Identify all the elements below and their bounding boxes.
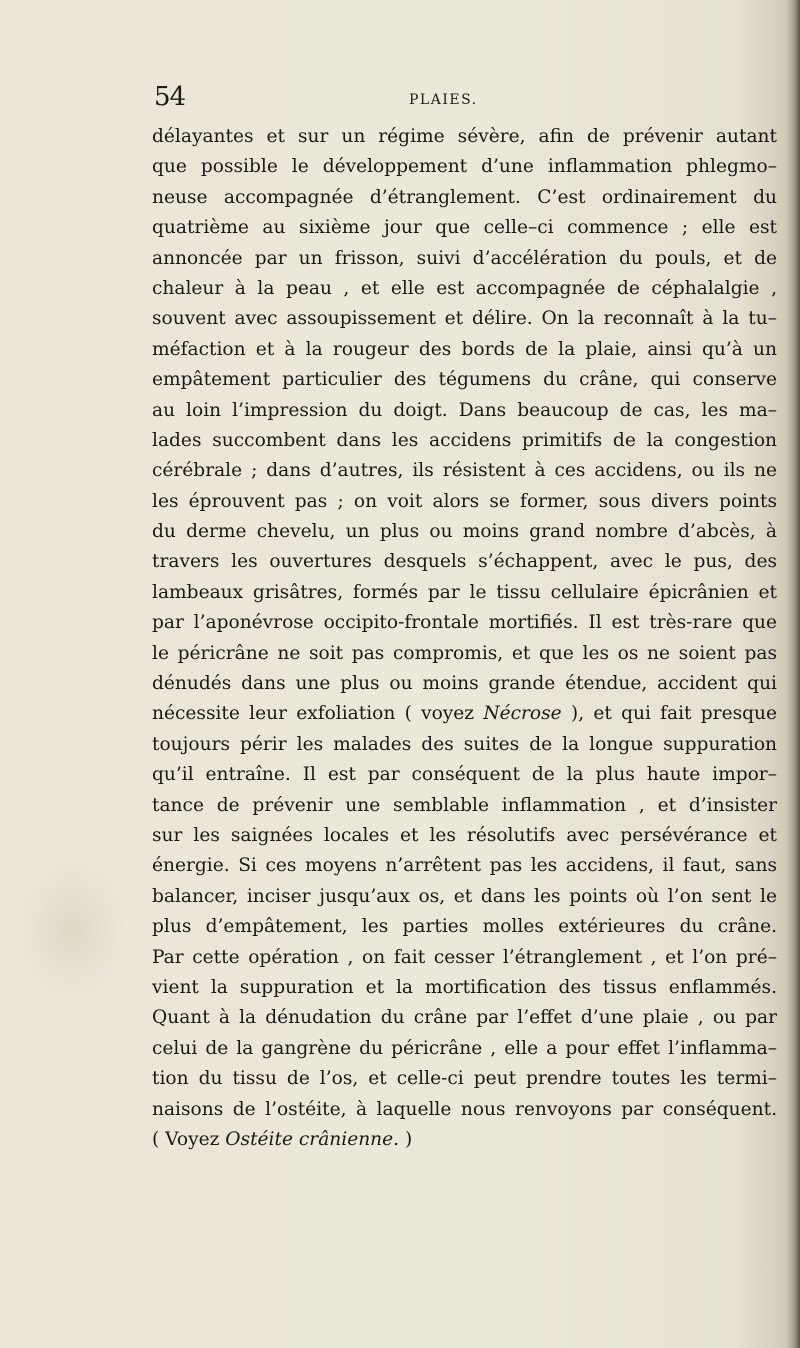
paper-stain (18, 860, 128, 1000)
text-line: Par cette opération , on fait cesser l’étranglement , et l’on pré– (152, 946, 777, 968)
text-line: que possible le développement d’une inflammation phlegmo– (152, 156, 777, 178)
text-line: chaleur à la peau , et elle est accompagnée de céphalalgie , (152, 277, 777, 299)
text-line: lades succombent dans les accidens primitifs de la congestion (152, 429, 777, 451)
text-line: dénudés dans une plus ou moins grande étendue, accident qui (152, 673, 777, 695)
text-line: neuse accompagnée d’étranglement. C’est ordinairement du (152, 186, 777, 208)
text-line: lambeaux grisâtres, formés par le tissu cellulaire épicrânien et (152, 581, 777, 603)
text-line: vient la suppuration et la mortification des tissus enflammés. (152, 976, 777, 998)
text-line: plus d’empâtement, les parties molles extérieures du crâne. (152, 916, 777, 938)
text-line: sur les saignées locales et les résolutifs avec persévérance et (152, 824, 777, 846)
text-line: celui de la gangrène du péricrâne , elle a pour effet l’inflamma– (152, 1037, 777, 1059)
running-head: PLAIES. (409, 92, 478, 108)
text-line: du derme chevelu, un plus ou moins grand nombre d’abcès, à (152, 521, 777, 543)
text-line: Quant à la dénudation du crâne par l’effet d’une plaie , ou par (152, 1007, 777, 1029)
text-line: délayantes et sur un régime sévère, afin de prévenir autant (152, 126, 777, 147)
text-line: qu’il entraîne. Il est par conséquent de la plus haute impor– (152, 764, 777, 786)
text-line: énergie. Si ces moyens n’arrêtent pas les accidens, il faut, sans (152, 855, 777, 877)
spine-shadow (786, 0, 800, 1348)
text-line: nécessite leur exfoliation ( voyez Nécrose ), et qui fait presque (152, 703, 777, 725)
text-line: tance de prévenir une semblable inflammation , et d’insister (152, 794, 777, 816)
text-line: empâtement particulier des tégumens du crâne, qui conserve (152, 369, 777, 391)
text-line: le péricrâne ne soit pas compromis, et que les os ne soient pas (152, 642, 777, 664)
text-line: annoncée par un frisson, suivi d’accélération du pouls, et de (152, 247, 777, 269)
text-line: les éprouvent pas ; on voit alors se former, sous divers points (152, 490, 777, 512)
text-line: naisons de l’ostéite, à laquelle nous renvoyons par conséquent. (152, 1098, 777, 1120)
text-line: toujours périr les malades des suites de la longue suppuration (152, 733, 777, 755)
page-header (0, 82, 800, 122)
text-line: ( Voyez Ostéite crânienne. ) (152, 1128, 413, 1150)
italic-reference: Nécrose (483, 703, 562, 725)
text-line: tion du tissu de l’os, et celle-ci peut prendre toutes les termi– (152, 1068, 777, 1090)
text-line: travers les ouvertures desquels s’échappent, avec le pus, des (152, 551, 777, 573)
text-line: méfaction et à la rougeur des bords de la plaie, ainsi qu’à un (152, 338, 777, 360)
body-text (152, 122, 777, 1155)
text-line: balancer, inciser jusqu’aux os, et dans les points où l’on sent le (152, 885, 777, 907)
text-line: par l’aponévrose occipito-frontale mortifiés. Il est très-rare que (152, 612, 777, 634)
italic-reference: Ostéite crânienne. (225, 1128, 400, 1150)
text-line: cérébrale ; dans d’autres, ils résistent à ces accidens, ou ils ne (152, 460, 777, 482)
page-number: 54 (154, 82, 186, 112)
text-line: quatrième au sixième jour que celle–ci commence ; elle est (152, 217, 777, 239)
text-line: souvent avec assoupissement et délire. On la reconnaît à la tu– (152, 308, 777, 330)
text-line: au loin l’impression du doigt. Dans beaucoup de cas, les ma– (152, 399, 777, 421)
